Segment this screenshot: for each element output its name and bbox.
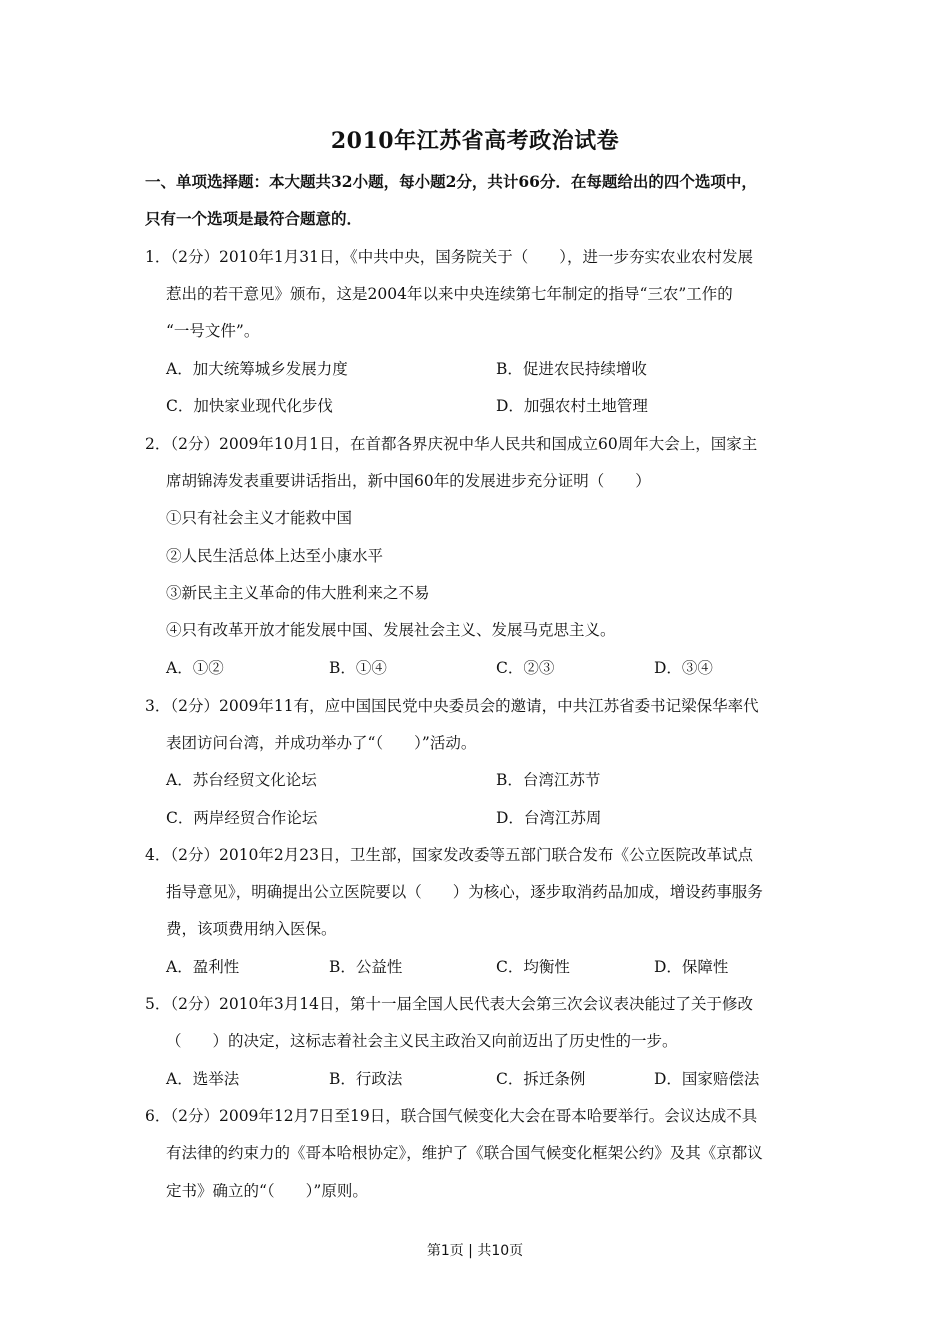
question-3-stem-line-2: 表团访问台湾，并成功举办了“（ ）”活动。: [166, 734, 477, 752]
question-4-stem-line-3: 费，该项费用纳入医保。: [166, 920, 337, 938]
question-1-option-d: D．加强农村土地管理: [496, 397, 648, 415]
question-6-stem-line-3: 定书》确立的“（ ）”原则。: [166, 1182, 368, 1200]
question-2-option-c: C．②③: [496, 659, 555, 677]
question-1-stem-line-1: 1．（2分）2010年1月31日，《中共中央，国务院关于（ ），进一步夯实农业农村发展: [145, 248, 754, 266]
question-4-stem-line-1: 4．（2分）2010年2月23日，卫生部，国家发改委等五部门联合发布《公立医院改革试点: [145, 846, 754, 864]
question-5-stem-line-1: 5．（2分）2010年3月14日，第十一届全国人民代表大会第三次会议表决能过了关于修改: [145, 995, 754, 1013]
question-2-statement-3: ③新民主主义革命的伟大胜利来之不易: [166, 584, 430, 602]
question-4-option-b: B．公益性: [329, 958, 403, 976]
question-3-option-c: C．两岸经贸合作论坛: [166, 809, 318, 827]
question-1-option-a: A．加大统筹城乡发展力度: [166, 360, 348, 378]
question-4-option-d: D．保障性: [654, 958, 729, 976]
question-3-option-a: A．苏台经贸文化论坛: [166, 771, 317, 789]
question-2-option-a: A．①②: [166, 659, 224, 677]
question-1-stem-line-3: “一号文件”。: [166, 322, 260, 340]
question-1-stem-line-2: 惹出的若干意见》颁布，这是2004年以来中央连续第七年制定的指导“三农”工作的: [166, 285, 733, 303]
question-4-option-c: C．均衡性: [496, 958, 570, 976]
question-2-stem-line-2: 席胡锦涛发表重要讲话指出，新中国60年的发展进步充分证明（ ）: [166, 472, 651, 490]
page-footer: 第1页 | 共10页: [426, 1243, 524, 1259]
question-5-option-a: A．选举法: [166, 1070, 240, 1088]
question-2-option-b: B．①④: [329, 659, 387, 677]
question-4-option-a: A．盈利性: [166, 958, 240, 976]
question-5-option-c: C．拆迁条例: [496, 1070, 586, 1088]
question-1-option-c: C．加快家业现代化步伐: [166, 397, 333, 415]
question-2-option-d: D．③④: [654, 659, 713, 677]
section-intro-line-2: 只有一个选项是最符合题意的．: [145, 209, 363, 228]
question-4-stem-line-2: 指导意见》，明确提出公立医院要以（ ）为核心，逐步取消药品加成，增设药事服务: [166, 883, 763, 901]
question-5-option-b: B．行政法: [329, 1070, 403, 1088]
question-6-stem-line-1: 6．（2分）2009年12月7日至19日，联合国气候变化大会在哥本哈要举行。会议达成不具: [145, 1107, 758, 1125]
question-1-option-b: B．促进农民持续增收: [496, 360, 647, 378]
question-3-option-d: D．台湾江苏周: [496, 809, 602, 827]
question-5-stem-line-2: （ ）的决定，这标志着社会主义民主政治又向前迈出了历史性的一步。: [166, 1032, 678, 1050]
question-3-stem-line-1: 3．（2分）2009年11有，应中国国民党中央委员会的邀请，中共江苏省委书记梁保华率代: [145, 697, 759, 715]
question-2-stem-line-1: 2．（2分）2009年10月1日，在首都各界庆祝中华人民共和国成立60周年大会上，国家主: [145, 435, 758, 453]
question-5-option-d: D．国家赔偿法: [654, 1070, 760, 1088]
question-3-option-b: B．台湾江苏节: [496, 771, 601, 789]
question-6-stem-line-2: 有法律的约束力的《哥本哈根协定》，维护了《联合国气候变化框架公约》及其《京都议: [166, 1144, 763, 1162]
question-2-statement-2: ②人民生活总体上达至小康水平: [166, 547, 384, 565]
section-intro-line-1: 一、单项选择题：本大题共32小题，每小题2分，共计66分．在每题给出的四个选项中，: [145, 172, 757, 191]
exam-title: 2010年江苏省高考政治试卷: [330, 128, 620, 154]
question-2-statement-1: ①只有社会主义才能救中国: [166, 509, 353, 527]
question-2-statement-4: ④只有改革开放才能发展中国、发展社会主义、发展马克思主义。: [166, 621, 616, 639]
